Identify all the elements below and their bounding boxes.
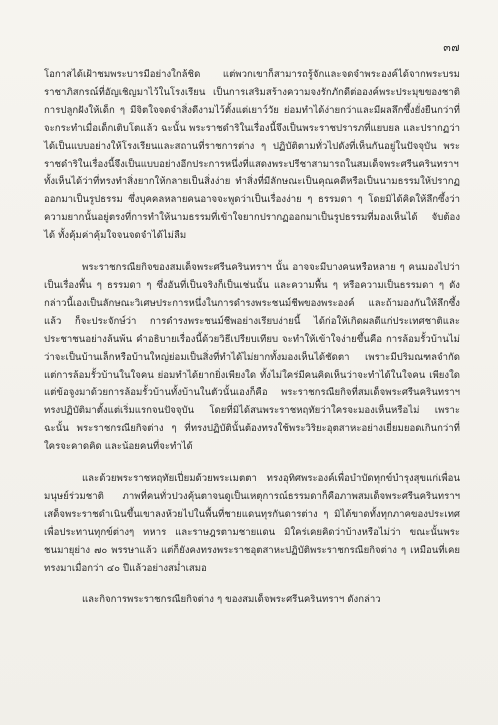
paragraph: พระราชกรณียกิจของสมเด็จพระศรีนครินทราฯ นั้น อาจจะมีบางคนหรือหลาย ๆ คนมองไปว่าเป็นเรื่องพื้น ๆ ธรรมดา ๆ ซึ่งอันที่เป็นจริงก็เป็นเช่นนั้น และความพื้น ๆ หรือความเป็นธรรมดา ๆ ดังกล่าวนี้เองเป็นลักษณะวิเศษประการหนึ่งในการดำรงพระชนม์ชีพของพระองค์ และถ้ามองกันให้ลึกซึ้งแล้ว ก็จะประจักษ์ว่า การดำรงพระชนม์ชีพอย่างเรียบง่ายนี้ ได้ก่อให้เกิดผลดีแก่ประเทศชาติและประชาชนอย่างล้นพ้น คำอธิบายเรื่องนี้ด้วยวิธีเปรียบเทียบ จะทำให้เข้าใจง่ายขึ้นคือ การล้อมรั้วบ้านไม่ว่าจะเป็นบ้านเล็กหรือบ้านใหญ่ย่อมเป็นสิ่งที่ทำได้ไม่ยากทั้งมองเห็นได้ชัดตา เพราะมีปริมณฑลจำกัด แต่การล้อมรั้วบ้านในใจคน ย่อมทำได้ยากยิ่งเพียงใด ทั้งไม่ใคร่มีคนคิดเห็นว่าจะทำได้ในใจคน เพียงใด แต่ข้อจูงมาด้วยการล้อมรั้วบ้านทั้งบ้านในตัวนั้นเองก็คือ พระราชกรณียกิจที่สมเด็จพระศรีนครินทราฯ ทรงปฏิบัติมาตั้งแต่เริ่มแรกจนปัจจุบัน โดยที่มิได้สนพระราชหฤทัยว่าใครจะมองเห็นหรือไม่ เพราะฉะนั้น พระราชกรณียกิจต่าง ๆ ที่ทรงปฏิบัตินั้นต้องทรงใช้พระวิริยะอุตสาหะอย่างเยี่ยมยอดเกินกว่าที่ใครจะคาดคิด และน้อยคนที่จะทำได้ [44, 262, 460, 453]
page-number: ๓๗ [443, 41, 460, 54]
paragraph: โอกาสได้เฝ้าชมพระบารมีอย่างใกล้ชิด แต่พวกเขาก็สามารถรู้จักและจดจำพระองค์ได้จากพระบรมราชาภิสกรณ์ที่อัญเชิญมาไว้ในโรงเรียน เป็นการเสริมสร้างความจงรักภักดีต่อองค์พระประมุขของชาติ การปลูกฝังให้เด็ก ๆ มีจิตใจจดจำสิ่งดีงามไว้ตั้งแต่เยาว์วัย ย่อมทำได้ง่ายกว่าและมีผลลึกซึ้งยั่งยืนกว่าที่จะกระทำเมื่อเด็กเติบโตแล้ว ฉะนั้น พระราชดำริในเรื่องนี้จึงเป็นพระราชปรารภที่แยบยล และปรากฏว่าได้เป็นแบบอย่างให้โรงเรียนและสถานที่ราชการต่าง ๆ ปฏิบัติตามทั่วไปดังที่เห็นกันอยู่ในปัจจุบัน พระราชดำริในเรื่องนี้จึงเป็นแบบอย่างอีกประการหนึ่งที่แสดงพระปรีชาสามารถในสมเด็จพระศรีนครินทราฯ ทั้งเห็นได้ว่าที่ทรงทำสิ่งยากให้กลายเป็นสิ่งง่าย ทำสิ่งที่มีลักษณะเป็นคุณคดีหรือเป็นนามธรรมให้ปรากฏออกมาเป็นรูปธรรม ซึ่งบุคคลหลายคนอาจจะพูดว่าเป็นเรื่องง่าย ๆ ธรรมดา ๆ โดยมิได้คิดให้ลึกซึ้งว่าความยากนั้นอยู่ตรงที่การทำให้นามธรรมที่เข้าใจยากปรากฏออกมาเป็นรูปธรรมที่มองเห็นได้ จับต้องได้ ทั้งคุ้มค่าคุ้มใจจนจดจำได้ไม่ลืม [44, 69, 460, 242]
paragraph: และด้วยพระราชหฤทัยเปี่ยมด้วยพระเมตตา ทรงอุทิศพระองค์เพื่อบำบัดทุกข์บำรุงสุขแก่เพื่อนมนุษย์ร่วมชาติ ภาพที่คนทั่วปวงคุ้นตาจนดูเป็นเหตุการณ์ธรรมดาก็คือภาพสมเด็จพระศรีนครินทราฯ เสด็จพระราชดำเนินขึ้นเขาลงห้วยไปในพื้นที่ชายแดนทุรกันดารต่าง ๆ มิได้ขาดทั้งทุกภาคของประเทศเพื่อประทานทุกข์ต่างๆ ทหาร และราษฎรตามชายแดน มิใคร่เคยคิดว่าบ้างหรือไม่ว่า ขณะนั้นพระชนมายุย่าง ๗๐ พรรษาแล้ว แต่ก็ยังคงทรงพระราชอุตสาหะปฏิบัติพระราชกรณียกิจต่าง ๆ เหมือนที่เคยทรงมาเมื่อกว่า ๔๐ ปีแล้วอย่างสม่ำเสมอ [44, 473, 460, 574]
body-text [44, 66, 460, 623]
paragraph: และกิจการพระราชกรณียกิจต่าง ๆ ของสมเด็จพระศรีนครินทราฯ ดังกล่าว [82, 594, 381, 606]
